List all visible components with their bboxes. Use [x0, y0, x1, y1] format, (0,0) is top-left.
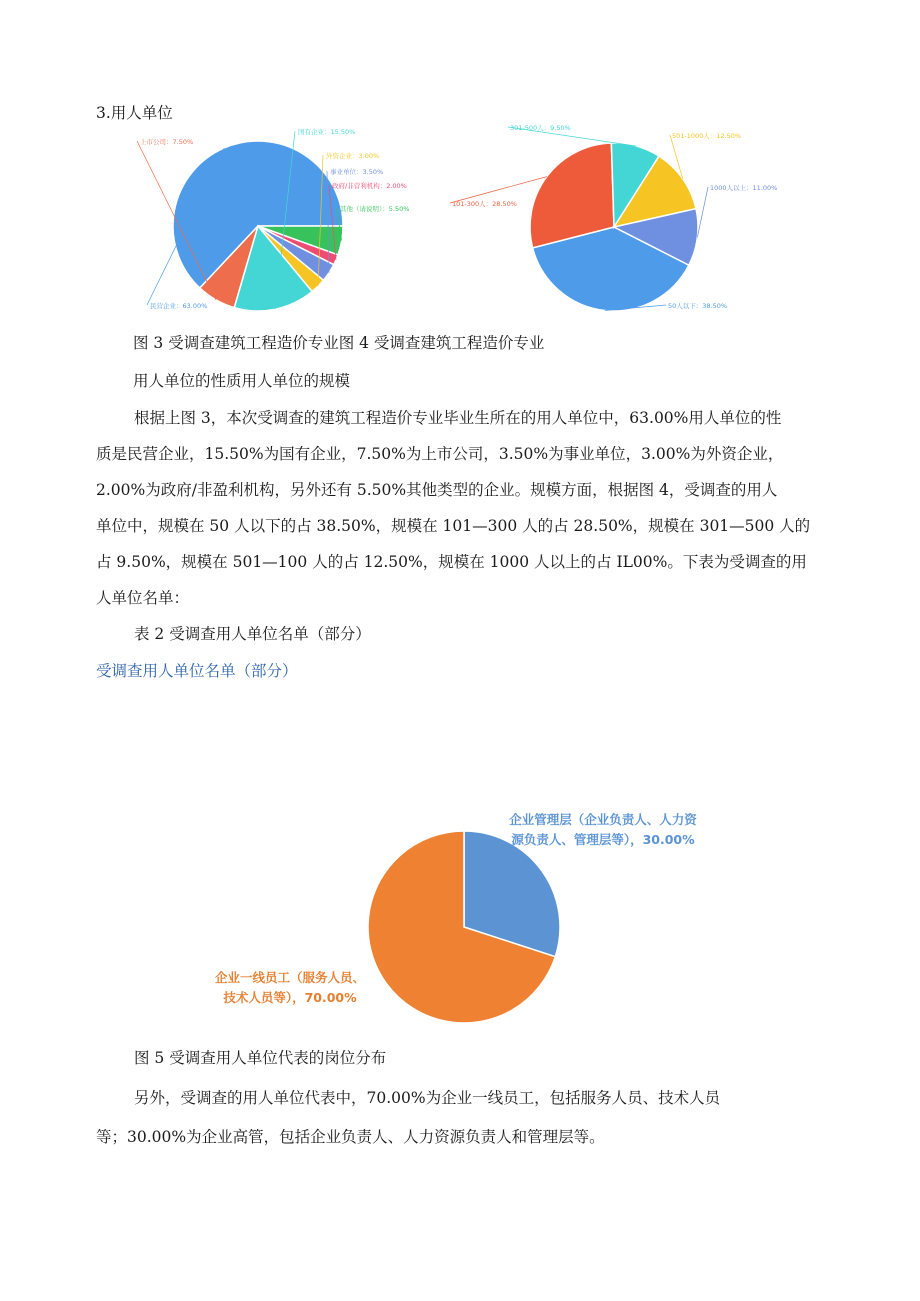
paragraph-line: 占 9.50%，规模在 501—100 人的占 12.50%，规模在 1000 人以上的占 IL00%。下表为受调查的用 [96, 553, 807, 571]
pie-chart-employer-size [440, 118, 780, 318]
pie-slice-label: 技术人员等），70.00% [223, 990, 357, 1005]
pie-slice-label: 源负责人、管理层等），30.00% [511, 832, 695, 847]
pie-leader-line [697, 187, 708, 238]
pie-chart-employer-nature [130, 118, 460, 318]
pie-slice-label: 国有企业：15.50% [298, 128, 356, 136]
paragraph-line: 根据上图 3，本次受调查的建筑工程造价专业毕业生所在的用人单位中，63.00%用人单位的性 [134, 409, 782, 427]
pie-slice-label: 企业管理层（企业负责人、人力资 [509, 812, 697, 827]
section-heading: 3.用人单位 [96, 104, 173, 122]
pie-slice-label: 50人以下：38.50% [668, 302, 728, 310]
pie-slice-label: 政府/非营利机构：2.00% [332, 182, 407, 190]
paragraph-line: 另外，受调查的用人单位代表中，70.00%为企业一线员工，包括服务人员、技术人员 [134, 1089, 721, 1107]
pie-slice-label: 1000人以上：11.00% [710, 184, 778, 192]
pie-slice-label: 上市公司：7.50% [140, 138, 194, 146]
table-2-heading: 受调查用人单位名单（部分） [96, 662, 298, 680]
paragraph-line: 2.00%为政府/非盈利机构，另外还有 5.50%其他类型的企业。规模方面，根据图 4，受调查的用人 [96, 481, 778, 499]
paragraph-line: 单位中，规模在 50 人以下的占 38.50%，规模在 101—300 人的占 28.50%，规模在 301—500 人的 [96, 517, 811, 535]
figure-3-4-caption: 图 3 受调查建筑工程造价专业图 4 受调查建筑工程造价专业 [133, 334, 545, 352]
pie-slice-label: 企业一线员工（服务人员、 [214, 970, 366, 985]
pie-slice-label: 501-1000人：12.50% [672, 132, 742, 140]
pie-slice-label: 101-300人：28.50% [452, 200, 517, 208]
pie-slice-label: 外资企业：3.00% [326, 152, 380, 160]
pie-slice-label: 301-500人：9.50% [510, 124, 571, 132]
table-2-caption: 表 2 受调查用人单位名单（部分） [134, 625, 371, 643]
figure-5-caption: 图 5 受调查用人单位代表的岗位分布 [134, 1049, 387, 1067]
paragraph-line: 质是民营企业，15.50%为国有企业，7.50%为上市公司，3.50%为事业单位，3.00%为外资企业， [96, 445, 784, 463]
pie-slice-label: 其他（请说明）：5.50% [340, 205, 410, 213]
pie-slice-label: 事业单位：3.50% [330, 168, 384, 176]
pie-chart-position-distribution [190, 800, 750, 1040]
pie-slice-label: 民营企业：63.00% [150, 302, 208, 310]
paragraph-line: 等；30.00%为企业高管，包括企业负责人、人力资源负责人和管理层等。 [96, 1128, 605, 1146]
figure-3-4-caption-continued: 用人单位的性质用人单位的规模 [133, 372, 351, 390]
paragraph-line: 人单位名单： [96, 589, 190, 607]
